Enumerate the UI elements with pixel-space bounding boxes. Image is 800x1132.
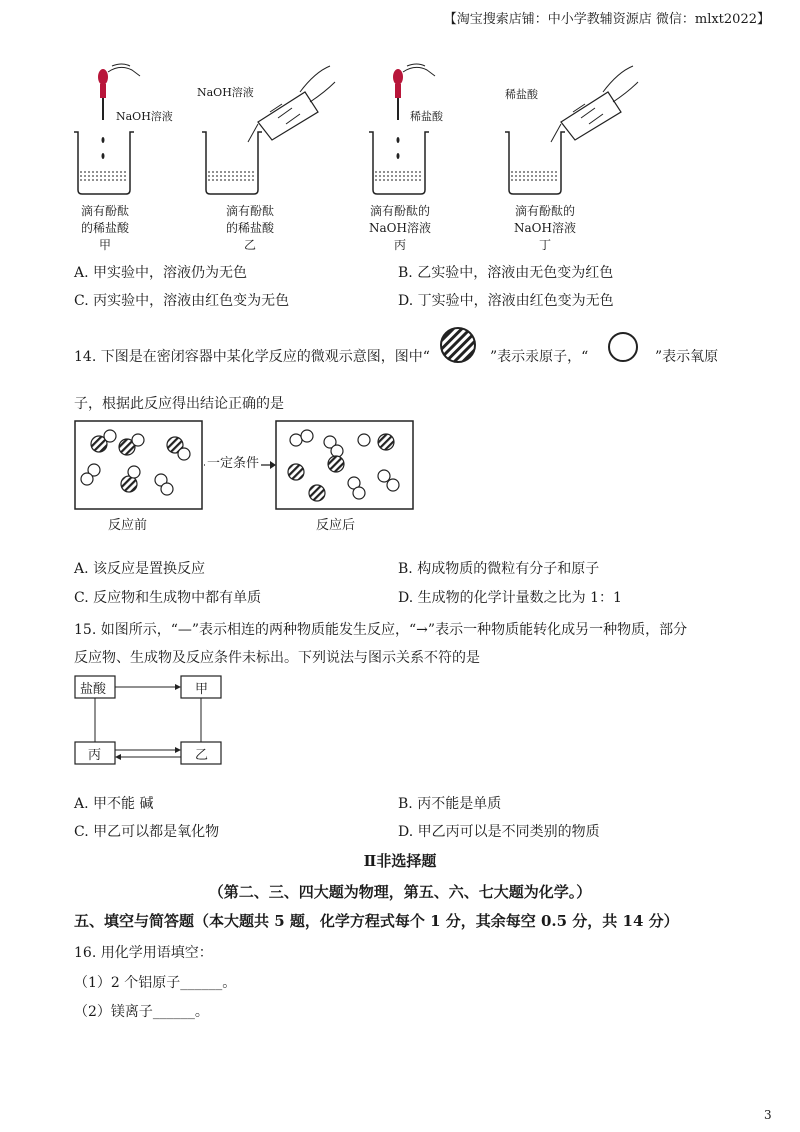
q15-option-d[interactable]: D. 甲乙丙可以是不同类别的物质	[398, 824, 600, 840]
q15-option-c[interactable]: C. 甲乙可以都是氧化物	[74, 824, 220, 840]
before-reaction-label: 反应前	[108, 518, 148, 533]
q16-stem: 16. 用化学用语填空：	[74, 945, 213, 961]
q15-option-a[interactable]: A. 甲不能 碱	[74, 796, 154, 812]
reagent-label-ding: 稀盐酸	[505, 88, 538, 101]
beaker-figure-ding	[503, 62, 643, 202]
q15-stem-line-1: 15. 如图所示，“—”表示相连的两种物质能发生反应，“→”表示一种物质能转化成另一种物质，部分	[74, 622, 688, 638]
q14-option-b[interactable]: B. 构成物质的微粒有分子和原子	[398, 561, 600, 577]
beaker-figure-jia	[70, 62, 180, 202]
after-reaction-label: 反应后	[316, 518, 356, 533]
caption-ding: 滴有酚酞的 NaOH溶液 丁	[514, 204, 576, 252]
beaker-figure-yi	[200, 62, 340, 202]
reaction-arrow-label: 一定条件	[205, 452, 261, 471]
q14-stem-part-a: 14. 下图是在密闭容器中某化学反应的微观示意图，图中“	[74, 349, 430, 365]
caption-jia: 滴有酚酞 的稀盐酸 甲	[80, 204, 129, 252]
reagent-label-yi: NaOH溶液	[197, 86, 254, 99]
q13-option-d[interactable]: D. 丁实验中，溶液由红色变为无色	[398, 293, 614, 309]
page-header: 【淘宝搜索店铺：中小学教辅资源店 微信：mlxt2022】	[443, 12, 770, 27]
part-five-heading: 五、填空与简答题（本大题共 5 题，化学方程式每个 1 分，其余每空 0.5 分，共 14 分）	[74, 912, 679, 930]
q14-stem-part-c: ”表示氧原	[655, 349, 719, 365]
q16-item-1[interactable]: （1）2 个铝原子______。	[74, 975, 237, 991]
mercury-atom-legend-icon	[438, 325, 478, 365]
q15-stem-line-2: 反应物、生成物及反应条件未标出。下列说法与图示关系不符的是	[74, 650, 480, 666]
caption-bing: 滴有酚酞的 NaOH溶液 丙	[369, 204, 431, 252]
q13-option-b[interactable]: B. 乙实验中，溶液由无色变为红色	[398, 265, 614, 281]
q16-item-2[interactable]: （2）镁离子______。	[74, 1004, 209, 1020]
q14-stem-part-d: 子，根据此反应得出结论正确的是	[74, 396, 284, 412]
section-title: Ⅱ非选择题	[363, 852, 437, 870]
q15-option-b[interactable]: B. 丙不能是单质	[398, 796, 502, 812]
q14-option-a[interactable]: A. 该反应是置换反应	[74, 561, 206, 577]
q14-option-c[interactable]: C. 反应物和生成物中都有单质	[74, 590, 262, 606]
reagent-label-bing: 稀盐酸	[410, 110, 443, 123]
q13-option-c[interactable]: C. 丙实验中，溶液由红色变为无色	[74, 293, 290, 309]
section-note: （第二、三、四大题为物理，第五、六、七大题为化学。）	[208, 883, 592, 901]
q14-option-d[interactable]: D. 生成物的化学计量数之比为 1：1	[398, 590, 622, 606]
oxygen-atom-legend-icon	[606, 330, 640, 364]
page-number: 3	[764, 1108, 772, 1122]
box-hydrochloric-acid: 盐酸	[80, 682, 107, 697]
q14-stem-part-b: ”表示汞原子，“	[490, 349, 589, 365]
box-yi: 乙	[195, 748, 209, 763]
box-jia: 甲	[195, 682, 209, 697]
reagent-label-jia: NaOH溶液	[116, 110, 173, 123]
beaker-figure-bing	[365, 62, 475, 202]
caption-yi: 滴有酚酞 的稀盐酸 乙	[225, 204, 274, 252]
q13-option-a[interactable]: A. 甲实验中，溶液仍为无色	[74, 265, 248, 281]
box-bing: 丙	[88, 748, 102, 763]
